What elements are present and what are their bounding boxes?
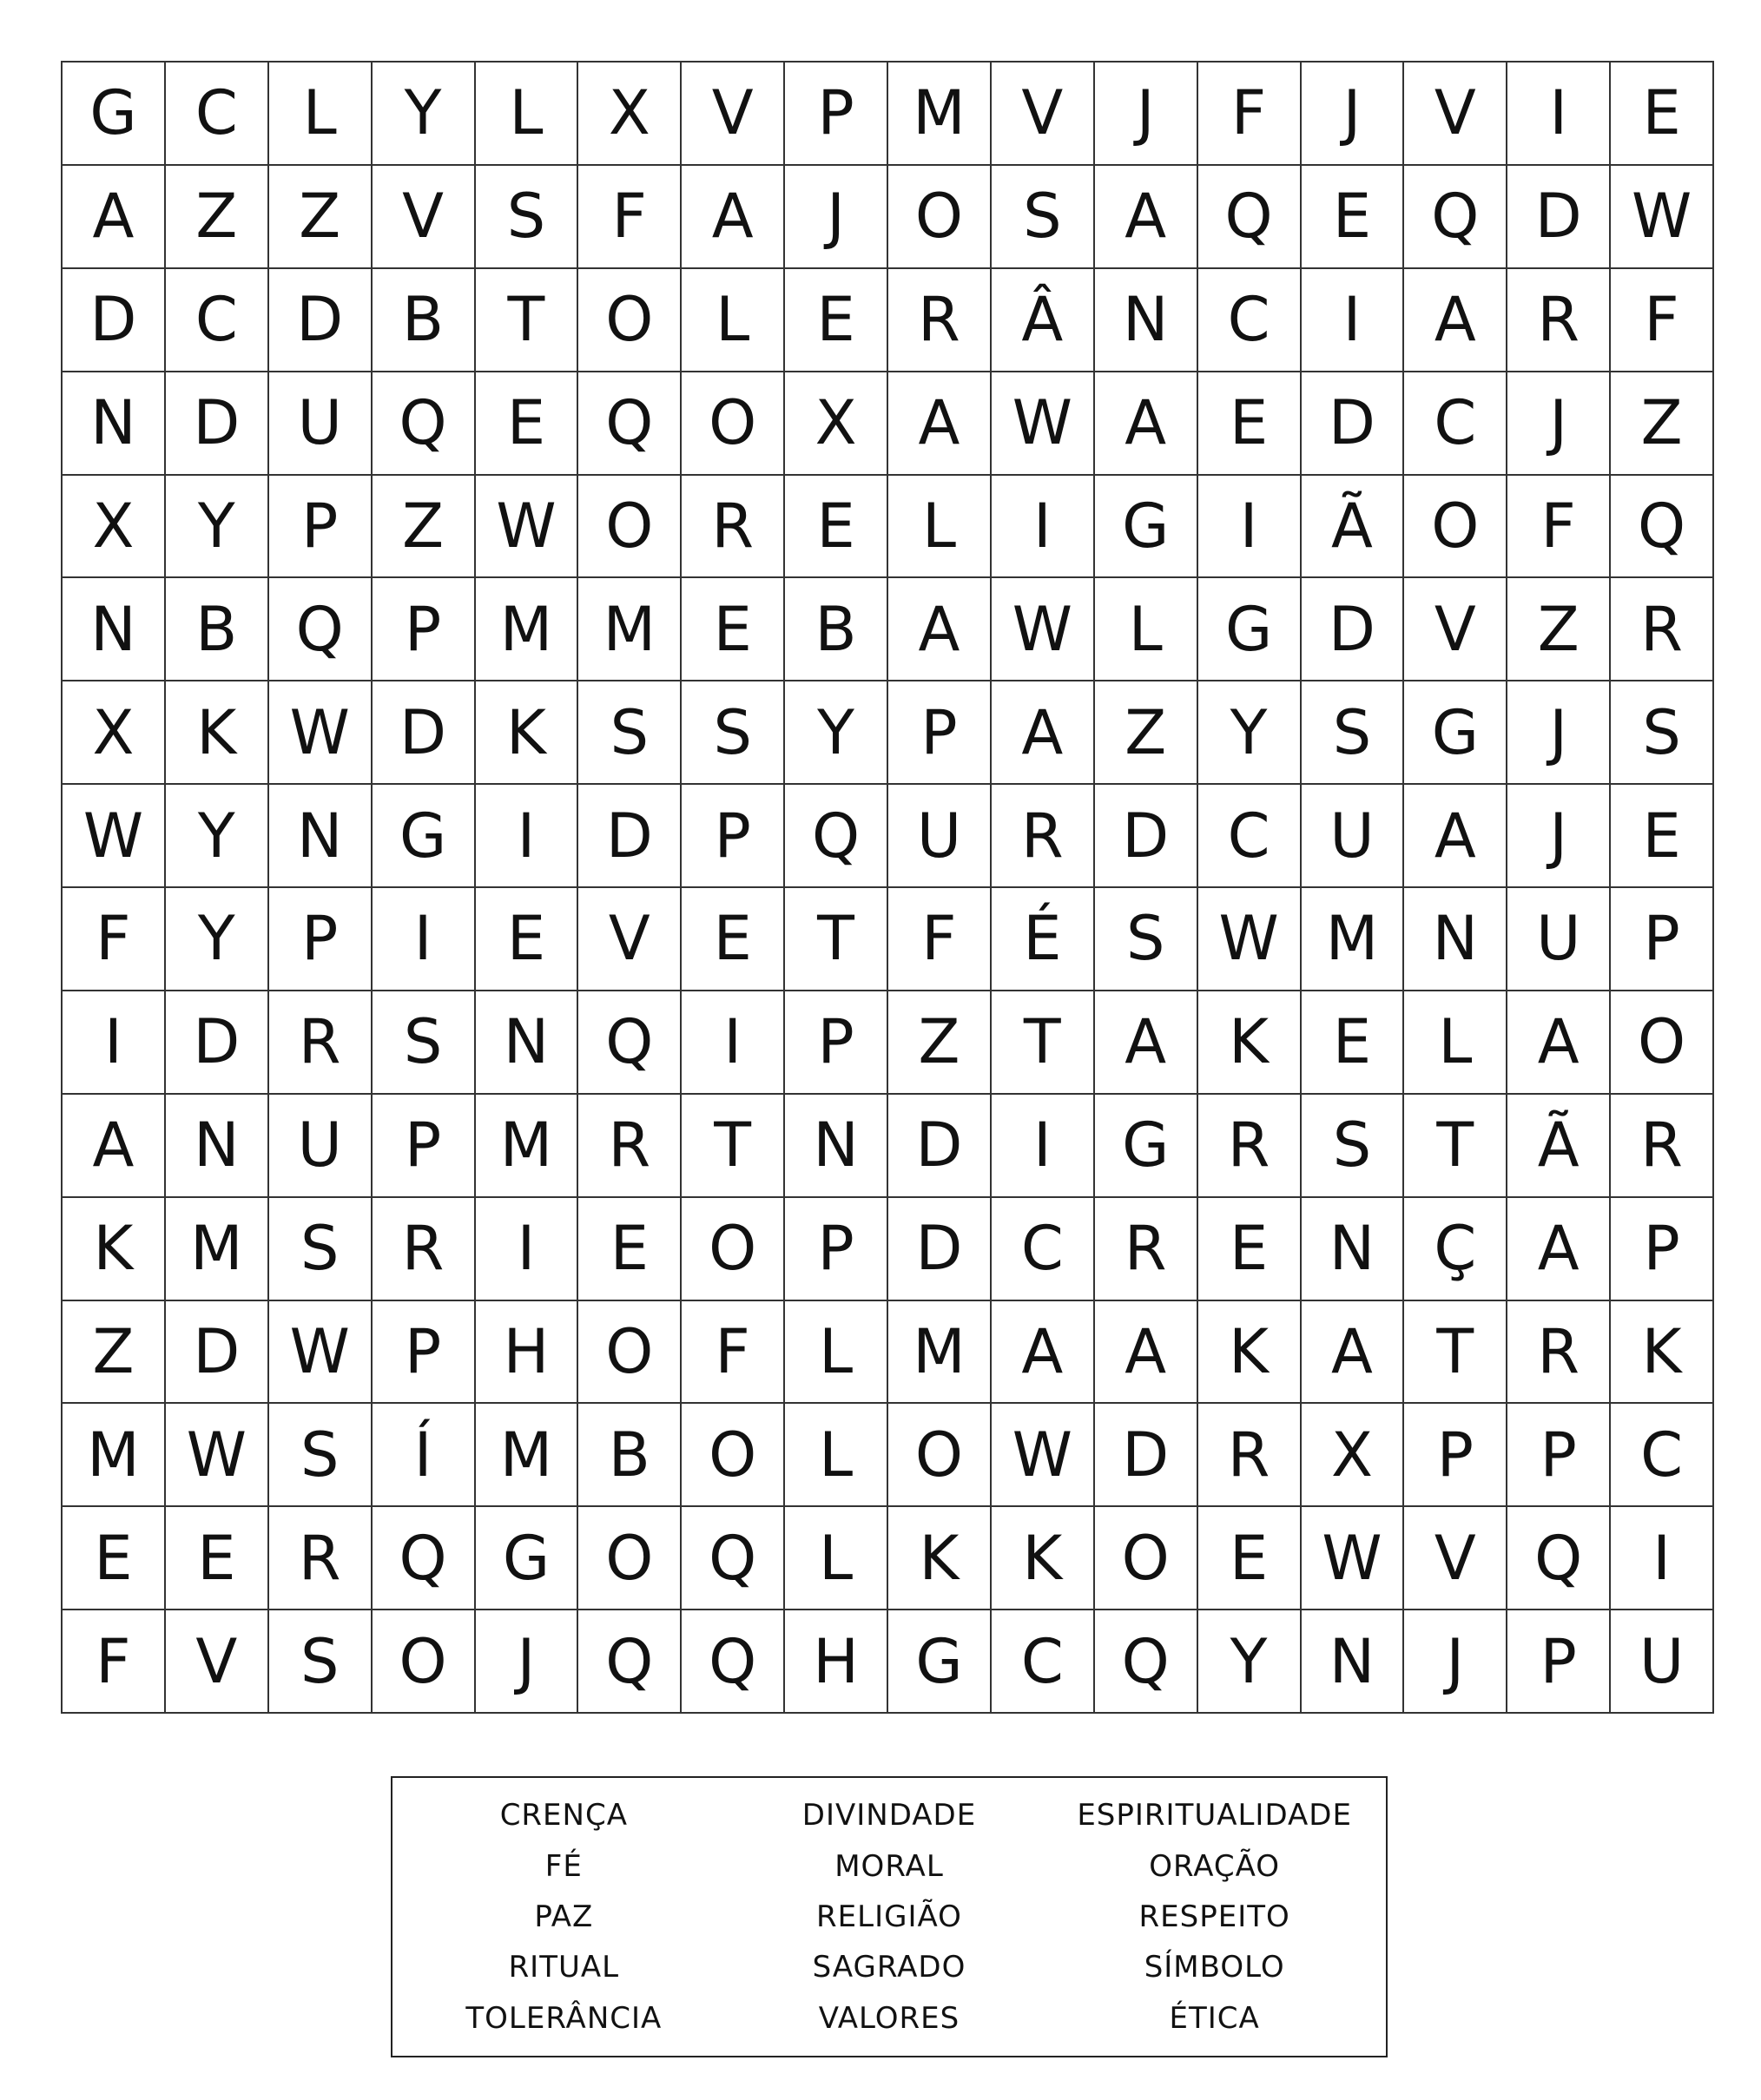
grid-cell[interactable]: K: [888, 1507, 992, 1610]
grid-cell[interactable]: V: [1404, 63, 1507, 166]
grid-cell[interactable]: A: [1507, 991, 1611, 1095]
grid-cell[interactable]: Q: [1404, 166, 1507, 269]
grid-cell[interactable]: F: [63, 1610, 166, 1714]
grid-cell[interactable]: P: [1507, 1610, 1611, 1714]
grid-cell[interactable]: G: [63, 63, 166, 166]
grid-cell[interactable]: Q: [682, 1610, 785, 1714]
grid-cell[interactable]: S: [1095, 888, 1198, 991]
grid-cell[interactable]: O: [373, 1610, 476, 1714]
grid-cell[interactable]: S: [269, 1404, 373, 1507]
word-bank-item: PAZ: [534, 1899, 594, 1934]
grid-cell[interactable]: D: [888, 1198, 992, 1301]
grid-cell[interactable]: F: [1611, 269, 1714, 372]
grid-cell[interactable]: A: [1404, 269, 1507, 372]
grid-cell[interactable]: Í: [373, 1404, 476, 1507]
grid-cell[interactable]: P: [373, 1301, 476, 1405]
grid-cell[interactable]: Q: [578, 372, 682, 476]
grid-cell[interactable]: T: [785, 888, 888, 991]
word-bank-item: CRENÇA: [499, 1798, 628, 1833]
grid-cell[interactable]: N: [1095, 269, 1198, 372]
grid-cell[interactable]: E: [476, 888, 579, 991]
grid-cell[interactable]: V: [373, 166, 476, 269]
grid-cell[interactable]: D: [1095, 785, 1198, 888]
grid-cell[interactable]: S: [373, 991, 476, 1095]
grid-cell[interactable]: A: [992, 681, 1095, 785]
grid-cell[interactable]: L: [785, 1507, 888, 1610]
grid-cell[interactable]: X: [1302, 1404, 1405, 1507]
grid-cell[interactable]: U: [269, 1095, 373, 1198]
grid-cell[interactable]: Z: [888, 991, 992, 1095]
grid-cell[interactable]: P: [1611, 1198, 1714, 1301]
grid-cell[interactable]: I: [63, 991, 166, 1095]
grid-cell[interactable]: H: [476, 1301, 579, 1405]
grid-cell[interactable]: N: [476, 991, 579, 1095]
grid-cell[interactable]: D: [269, 269, 373, 372]
grid-cell[interactable]: J: [785, 166, 888, 269]
grid-cell[interactable]: I: [373, 888, 476, 991]
grid-cell[interactable]: L: [476, 63, 579, 166]
grid-cell[interactable]: K: [1198, 1301, 1302, 1405]
grid-cell[interactable]: W: [992, 1404, 1095, 1507]
grid-cell[interactable]: V: [166, 1610, 269, 1714]
grid-cell[interactable]: U: [1302, 785, 1405, 888]
grid-cell[interactable]: Z: [63, 1301, 166, 1405]
grid-cell[interactable]: P: [269, 476, 373, 579]
word-search-grid: [61, 61, 1714, 1714]
grid-cell[interactable]: J: [1095, 63, 1198, 166]
grid-cell[interactable]: P: [1404, 1404, 1507, 1507]
grid-cell[interactable]: T: [682, 1095, 785, 1198]
grid-cell[interactable]: M: [1302, 888, 1405, 991]
grid-cell[interactable]: Ã: [1302, 476, 1405, 579]
grid-cell[interactable]: A: [63, 1095, 166, 1198]
grid-cell[interactable]: W: [992, 372, 1095, 476]
grid-cell[interactable]: L: [269, 63, 373, 166]
grid-cell[interactable]: G: [1095, 476, 1198, 579]
grid-cell[interactable]: R: [888, 269, 992, 372]
grid-cell[interactable]: A: [1095, 991, 1198, 1095]
grid-cell[interactable]: S: [269, 1610, 373, 1714]
grid-cell[interactable]: K: [63, 1198, 166, 1301]
grid-cell[interactable]: K: [476, 681, 579, 785]
grid-cell[interactable]: I: [1507, 63, 1611, 166]
grid-cell[interactable]: X: [63, 681, 166, 785]
grid-cell[interactable]: A: [888, 578, 992, 681]
grid-cell[interactable]: E: [785, 269, 888, 372]
word-bank-item: MORAL: [834, 1848, 944, 1884]
grid-cell[interactable]: E: [1198, 1507, 1302, 1610]
grid-cell[interactable]: F: [578, 166, 682, 269]
grid-cell[interactable]: R: [1095, 1198, 1198, 1301]
grid-cell[interactable]: V: [1404, 578, 1507, 681]
grid-cell[interactable]: Q: [1507, 1507, 1611, 1610]
grid-cell[interactable]: I: [1611, 1507, 1714, 1610]
grid-cell[interactable]: J: [1507, 681, 1611, 785]
grid-cell[interactable]: N: [269, 785, 373, 888]
word-bank-item: ORAÇÃO: [1149, 1848, 1281, 1884]
grid-cell[interactable]: Q: [682, 1507, 785, 1610]
grid-cell[interactable]: E: [1302, 991, 1405, 1095]
grid-cell[interactable]: M: [476, 1095, 579, 1198]
grid-cell[interactable]: N: [63, 578, 166, 681]
word-bank-item: ESPIRITUALIDADE: [1077, 1798, 1352, 1833]
grid-cell[interactable]: W: [269, 681, 373, 785]
grid-cell[interactable]: Z: [269, 166, 373, 269]
grid-cell[interactable]: I: [476, 785, 579, 888]
grid-cell[interactable]: R: [1198, 1095, 1302, 1198]
grid-cell[interactable]: I: [1302, 269, 1405, 372]
grid-cell[interactable]: G: [1198, 578, 1302, 681]
grid-cell[interactable]: Y: [785, 681, 888, 785]
grid-cell[interactable]: B: [166, 578, 269, 681]
grid-cell[interactable]: Q: [1611, 476, 1714, 579]
grid-cell[interactable]: O: [578, 476, 682, 579]
grid-cell[interactable]: O: [1095, 1507, 1198, 1610]
grid-cell[interactable]: N: [1302, 1198, 1405, 1301]
grid-cell[interactable]: L: [888, 476, 992, 579]
grid-cell[interactable]: A: [682, 166, 785, 269]
grid-cell[interactable]: Q: [578, 991, 682, 1095]
word-bank-item: RESPEITO: [1138, 1899, 1290, 1934]
grid-cell[interactable]: S: [578, 681, 682, 785]
grid-cell[interactable]: Z: [1507, 578, 1611, 681]
grid-cell[interactable]: E: [578, 1198, 682, 1301]
grid-cell[interactable]: N: [166, 1095, 269, 1198]
grid-cell[interactable]: Q: [373, 1507, 476, 1610]
grid-cell[interactable]: Z: [1611, 372, 1714, 476]
word-bank-item: FÉ: [544, 1848, 583, 1884]
grid-cell[interactable]: M: [888, 1301, 992, 1405]
grid-cell[interactable]: D: [166, 991, 269, 1095]
grid-cell[interactable]: R: [682, 476, 785, 579]
grid-cell[interactable]: J: [476, 1610, 579, 1714]
grid-cell[interactable]: D: [888, 1095, 992, 1198]
grid-cell[interactable]: M: [63, 1404, 166, 1507]
grid-cell[interactable]: M: [578, 578, 682, 681]
grid-cell[interactable]: K: [1611, 1301, 1714, 1405]
grid-cell[interactable]: E: [63, 1507, 166, 1610]
grid-cell[interactable]: O: [682, 1404, 785, 1507]
grid-cell[interactable]: W: [63, 785, 166, 888]
grid-cell[interactable]: C: [992, 1610, 1095, 1714]
grid-cell[interactable]: U: [269, 372, 373, 476]
grid-cell[interactable]: Q: [578, 1610, 682, 1714]
grid-cell[interactable]: G: [1095, 1095, 1198, 1198]
word-bank-item: TOLERÂNCIA: [465, 2000, 663, 2036]
grid-cell[interactable]: L: [682, 269, 785, 372]
grid-cell[interactable]: E: [1611, 785, 1714, 888]
grid-cell[interactable]: S: [1302, 681, 1405, 785]
grid-cell[interactable]: Q: [785, 785, 888, 888]
grid-cell[interactable]: W: [1302, 1507, 1405, 1610]
grid-cell[interactable]: O: [888, 1404, 992, 1507]
grid-cell[interactable]: A: [1404, 785, 1507, 888]
grid-cell[interactable]: P: [785, 991, 888, 1095]
grid-cell[interactable]: Z: [166, 166, 269, 269]
grid-cell[interactable]: L: [785, 1301, 888, 1405]
grid-cell[interactable]: F: [63, 888, 166, 991]
grid-cell[interactable]: E: [785, 476, 888, 579]
grid-cell[interactable]: F: [1198, 63, 1302, 166]
grid-cell[interactable]: L: [785, 1404, 888, 1507]
grid-cell[interactable]: I: [682, 991, 785, 1095]
grid-cell[interactable]: M: [888, 63, 992, 166]
grid-cell[interactable]: O: [1611, 991, 1714, 1095]
grid-cell[interactable]: O: [682, 372, 785, 476]
grid-cell[interactable]: S: [682, 681, 785, 785]
grid-cell[interactable]: Â: [992, 269, 1095, 372]
grid-cell[interactable]: W: [269, 1301, 373, 1405]
grid-cell[interactable]: J: [1507, 372, 1611, 476]
grid-cell[interactable]: R: [1507, 1301, 1611, 1405]
grid-cell[interactable]: E: [1198, 1198, 1302, 1301]
grid-cell[interactable]: W: [166, 1404, 269, 1507]
word-bank-item: RELIGIÃO: [816, 1899, 962, 1934]
grid-cell[interactable]: V: [682, 63, 785, 166]
grid-cell[interactable]: G: [888, 1610, 992, 1714]
grid-cell[interactable]: O: [578, 269, 682, 372]
grid-cell[interactable]: D: [166, 1301, 269, 1405]
grid-cell[interactable]: S: [1611, 681, 1714, 785]
grid-cell[interactable]: W: [476, 476, 579, 579]
grid-cell[interactable]: D: [1095, 1404, 1198, 1507]
grid-cell[interactable]: E: [166, 1507, 269, 1610]
grid-cell[interactable]: K: [992, 1507, 1095, 1610]
grid-cell[interactable]: A: [63, 166, 166, 269]
grid-cell[interactable]: P: [1507, 1404, 1611, 1507]
grid-cell[interactable]: A: [1095, 372, 1198, 476]
grid-cell[interactable]: Z: [373, 476, 476, 579]
grid-cell[interactable]: R: [1611, 1095, 1714, 1198]
grid-cell[interactable]: A: [992, 1301, 1095, 1405]
grid-cell[interactable]: P: [373, 578, 476, 681]
grid-cell[interactable]: R: [1507, 269, 1611, 372]
grid-cell[interactable]: D: [1302, 372, 1405, 476]
grid-cell[interactable]: Y: [166, 785, 269, 888]
grid-cell[interactable]: D: [1302, 578, 1405, 681]
grid-cell[interactable]: X: [578, 63, 682, 166]
grid-cell[interactable]: S: [269, 1198, 373, 1301]
grid-cell[interactable]: W: [1198, 888, 1302, 991]
grid-cell[interactable]: Ç: [1404, 1198, 1507, 1301]
grid-cell[interactable]: T: [476, 269, 579, 372]
grid-cell[interactable]: T: [1404, 1301, 1507, 1405]
grid-cell[interactable]: M: [476, 1404, 579, 1507]
grid-cell[interactable]: J: [1507, 785, 1611, 888]
grid-cell[interactable]: C: [1611, 1404, 1714, 1507]
grid-cell[interactable]: L: [1095, 578, 1198, 681]
grid-cell[interactable]: Y: [166, 476, 269, 579]
grid-cell[interactable]: A: [1095, 166, 1198, 269]
grid-cell[interactable]: S: [992, 166, 1095, 269]
grid-cell[interactable]: I: [992, 476, 1095, 579]
grid-cell[interactable]: N: [1404, 888, 1507, 991]
grid-cell[interactable]: C: [992, 1198, 1095, 1301]
grid-cell[interactable]: W: [992, 578, 1095, 681]
grid-cell[interactable]: E: [682, 578, 785, 681]
grid-cell[interactable]: B: [373, 269, 476, 372]
grid-cell[interactable]: S: [476, 166, 579, 269]
grid-cell[interactable]: F: [888, 888, 992, 991]
word-bank-item: SÍMBOLO: [1144, 1950, 1285, 1985]
grid-cell[interactable]: P: [682, 785, 785, 888]
grid-cell[interactable]: O: [1404, 476, 1507, 579]
grid-cell[interactable]: Q: [1198, 166, 1302, 269]
grid-cell[interactable]: U: [1507, 888, 1611, 991]
word-bank-item: RITUAL: [508, 1950, 620, 1985]
grid-cell[interactable]: T: [1404, 1095, 1507, 1198]
grid-cell[interactable]: O: [888, 166, 992, 269]
grid-cell[interactable]: G: [476, 1507, 579, 1610]
grid-cell[interactable]: T: [992, 991, 1095, 1095]
grid-cell[interactable]: B: [578, 1404, 682, 1507]
grid-cell[interactable]: N: [63, 372, 166, 476]
grid-cell[interactable]: R: [992, 785, 1095, 888]
grid-cell[interactable]: R: [269, 1507, 373, 1610]
grid-cell[interactable]: O: [682, 1198, 785, 1301]
grid-cell[interactable]: P: [373, 1095, 476, 1198]
word-bank: [391, 1776, 1388, 2057]
grid-cell[interactable]: P: [269, 888, 373, 991]
grid-cell[interactable]: C: [1404, 372, 1507, 476]
word-bank-item: ÉTICA: [1169, 2000, 1260, 2036]
grid-cell[interactable]: Q: [1095, 1610, 1198, 1714]
grid-cell[interactable]: N: [1302, 1610, 1405, 1714]
grid-cell[interactable]: E: [1611, 63, 1714, 166]
grid-cell[interactable]: V: [992, 63, 1095, 166]
grid-cell[interactable]: O: [578, 1301, 682, 1405]
grid-cell[interactable]: E: [1198, 372, 1302, 476]
grid-cell[interactable]: L: [1404, 991, 1507, 1095]
grid-cell[interactable]: Y: [1198, 681, 1302, 785]
grid-cell[interactable]: F: [682, 1301, 785, 1405]
grid-cell[interactable]: D: [1507, 166, 1611, 269]
grid-cell[interactable]: A: [1302, 1301, 1405, 1405]
grid-cell[interactable]: P: [888, 681, 992, 785]
grid-cell[interactable]: Q: [373, 372, 476, 476]
grid-cell[interactable]: R: [269, 991, 373, 1095]
grid-cell[interactable]: A: [1095, 1301, 1198, 1405]
grid-cell[interactable]: S: [1302, 1095, 1405, 1198]
grid-cell[interactable]: P: [785, 1198, 888, 1301]
grid-cell[interactable]: V: [578, 888, 682, 991]
grid-cell[interactable]: G: [373, 785, 476, 888]
grid-cell[interactable]: M: [166, 1198, 269, 1301]
grid-cell[interactable]: U: [1611, 1610, 1714, 1714]
grid-cell[interactable]: K: [1198, 991, 1302, 1095]
grid-cell[interactable]: E: [476, 372, 579, 476]
grid-cell[interactable]: X: [785, 372, 888, 476]
grid-cell[interactable]: F: [1507, 476, 1611, 579]
grid-cell[interactable]: D: [373, 681, 476, 785]
grid-cell[interactable]: Y: [1198, 1610, 1302, 1714]
grid-cell[interactable]: R: [1198, 1404, 1302, 1507]
grid-cell[interactable]: Y: [166, 888, 269, 991]
grid-cell[interactable]: K: [166, 681, 269, 785]
grid-cell[interactable]: D: [166, 372, 269, 476]
grid-cell[interactable]: A: [888, 372, 992, 476]
grid-cell[interactable]: R: [1611, 578, 1714, 681]
grid-cell[interactable]: U: [888, 785, 992, 888]
grid-cell[interactable]: E: [1302, 166, 1405, 269]
grid-cell[interactable]: H: [785, 1610, 888, 1714]
grid-cell[interactable]: J: [1302, 63, 1405, 166]
grid-cell[interactable]: R: [373, 1198, 476, 1301]
grid-cell[interactable]: G: [1404, 681, 1507, 785]
grid-cell[interactable]: X: [63, 476, 166, 579]
grid-cell[interactable]: P: [1611, 888, 1714, 991]
grid-cell[interactable]: P: [785, 63, 888, 166]
word-bank-item: SAGRADO: [812, 1950, 966, 1985]
grid-cell[interactable]: A: [1507, 1198, 1611, 1301]
grid-cell[interactable]: C: [1198, 269, 1302, 372]
grid-cell[interactable]: I: [476, 1198, 579, 1301]
grid-cell[interactable]: D: [63, 269, 166, 372]
grid-cell[interactable]: C: [166, 269, 269, 372]
grid-cell[interactable]: Y: [373, 63, 476, 166]
grid-cell[interactable]: I: [1198, 476, 1302, 579]
grid-cell[interactable]: J: [1404, 1610, 1507, 1714]
grid-cell[interactable]: E: [682, 888, 785, 991]
grid-cell[interactable]: É: [992, 888, 1095, 991]
grid-cell[interactable]: V: [1404, 1507, 1507, 1610]
grid-cell[interactable]: Z: [1095, 681, 1198, 785]
grid-cell[interactable]: Ã: [1507, 1095, 1611, 1198]
grid-cell[interactable]: W: [1611, 166, 1714, 269]
grid-cell[interactable]: R: [578, 1095, 682, 1198]
word-bank-item: VALORES: [818, 2000, 960, 2036]
grid-cell[interactable]: O: [578, 1507, 682, 1610]
grid-cell[interactable]: B: [785, 578, 888, 681]
grid-cell[interactable]: M: [476, 578, 579, 681]
grid-cell[interactable]: I: [992, 1095, 1095, 1198]
grid-cell[interactable]: C: [166, 63, 269, 166]
grid-cell[interactable]: N: [785, 1095, 888, 1198]
grid-cell[interactable]: D: [578, 785, 682, 888]
grid-cell[interactable]: C: [1198, 785, 1302, 888]
word-bank-item: DIVINDADE: [801, 1798, 977, 1833]
grid-cell[interactable]: Q: [269, 578, 373, 681]
